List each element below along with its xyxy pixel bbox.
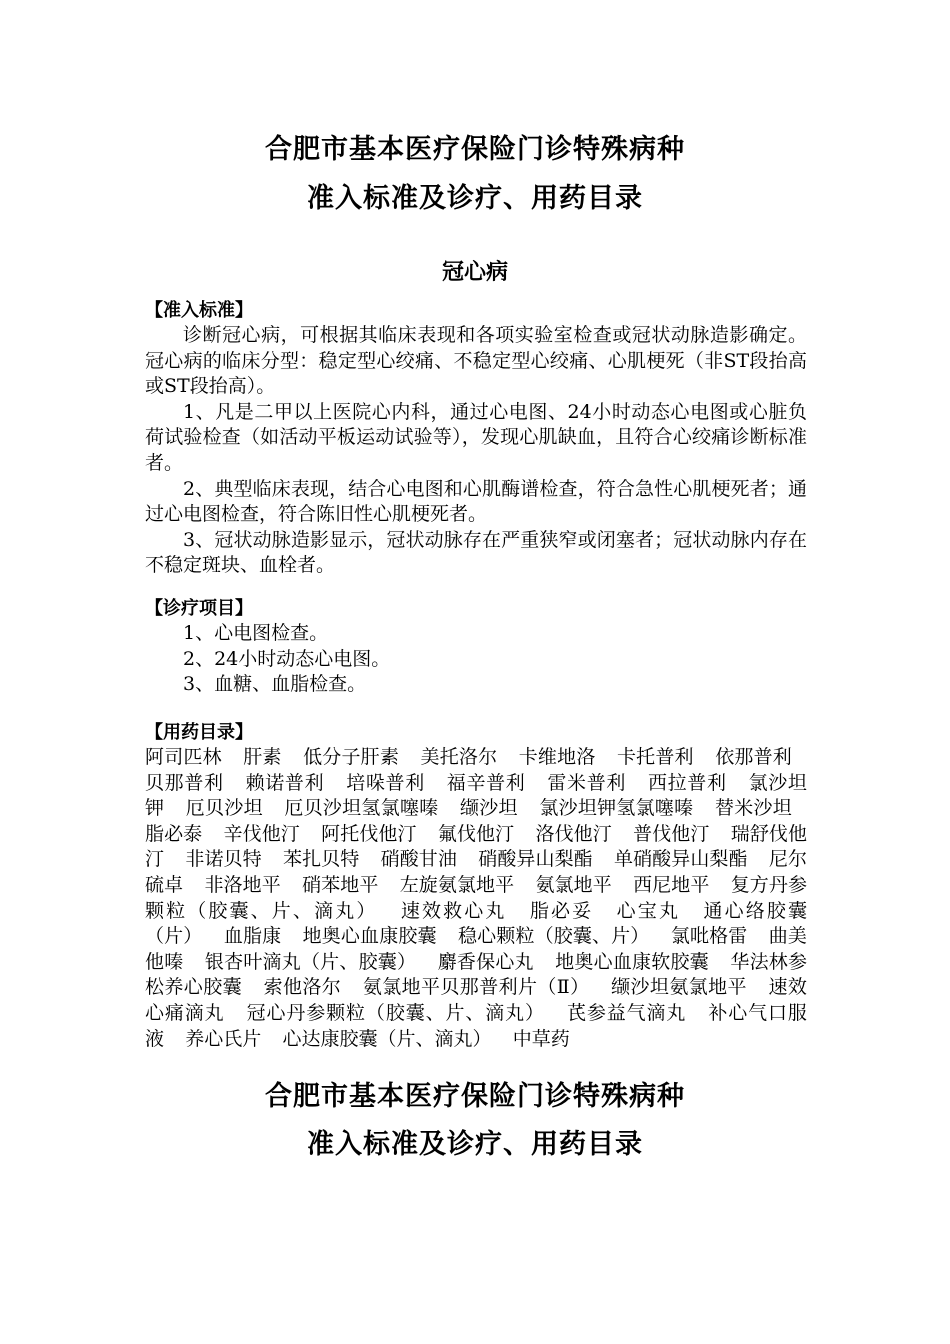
admission-paragraph: 1、凡是二甲以上医院心内科，通过心电图、24小时动态心电图或心脏负荷试验检查（如活动平板运动试验等），发现心肌缺血，且符合心绞痛诊断标准者。 — [145, 400, 807, 474]
drug-item: 缬沙坦 — [460, 797, 518, 820]
drug-item: 卡托普利 — [616, 746, 694, 768]
drug-item: 氟伐他汀 — [437, 822, 515, 845]
drug-item: 培哚普利 — [346, 771, 425, 794]
drug-item: 养心氏片 — [185, 1027, 262, 1050]
drug-item: 心达康胶囊（片、滴丸） — [282, 1027, 492, 1050]
drug-item: 瑞舒伐他汀 — [145, 822, 807, 871]
drug-item: 辛伐他汀 — [223, 822, 300, 845]
drug-item: 依那普利 — [715, 746, 792, 768]
drug-item: 福辛普利 — [446, 771, 526, 794]
drug-item: 卡维地洛 — [518, 746, 596, 768]
drug-item: 洛伐他汀 — [535, 822, 612, 845]
drug-list — [145, 745, 807, 1052]
drug-item: 麝香保心丸 — [437, 950, 534, 973]
treatment-heading: 【诊疗项目】 — [145, 598, 253, 619]
admission-paragraph: 诊断冠心病，可根据其临床表现和各项实验室检查或冠状动脉造影确定。冠心病的临床分型：稳定型心绞痛、不稳定型心绞痛、心肌梗死（非ST段抬高或ST段抬高）。 — [145, 324, 807, 398]
drug-item: 雷米普利 — [547, 771, 627, 794]
admission-paragraph: 2、典型临床表现，结合心电图和心肌酶谱检查，符合急性心肌梗死者；通过心电图检查，符合陈旧性心肌梗死者。 — [145, 477, 807, 526]
drug-item: 肝素 — [243, 746, 282, 768]
drug-item: 氯沙坦钾 — [145, 771, 807, 820]
drug-item: 硝酸异山梨酯 — [478, 848, 593, 871]
footer-title-line2: 准入标准及诊疗、用药目录 — [307, 1129, 643, 1160]
drug-item: 华法林参松养心胶囊 — [145, 950, 807, 999]
drug-item: 阿托伐他汀 — [321, 822, 417, 845]
treatment-section — [145, 596, 807, 698]
drug-item: 厄贝沙坦 — [185, 797, 263, 820]
drug-item: 非洛地平 — [204, 873, 281, 896]
doc-title-line1: 合肥市基本医疗保险门诊特殊病种 — [265, 134, 685, 165]
drug-item: 地奥心血康软胶囊 — [555, 950, 709, 973]
drug-item: 缬沙坦氨氯地平 — [611, 976, 747, 999]
admission-paragraph: 3、冠状动脉造影显示，冠状动脉存在严重狭窄或闭塞者；冠状动脉内存在不稳定斑块、血栓者。 — [145, 528, 807, 577]
treatment-item: 3、血糖、血脂检查。 — [183, 673, 367, 696]
doc-title-line2: 准入标准及诊疗、用药目录 — [307, 183, 643, 214]
drug-item: 氯沙坦钾氢氯噻嗪 — [539, 797, 694, 820]
drug-item: 阿司匹林 — [145, 746, 222, 768]
drug-item: 脂必泰 — [145, 822, 203, 845]
drug-item: 氨氯地平贝那普利片（Ⅱ） — [362, 976, 590, 999]
drug-item: 非诺贝特 — [185, 848, 262, 871]
drug-item: 普伐他汀 — [633, 822, 710, 845]
drug-item: 氯吡格雷 — [670, 925, 748, 948]
drug-item: 左旋氨氯地平 — [399, 873, 515, 896]
drug-item: 曲美他嗪 — [145, 925, 807, 973]
drug-item: 补心气口服液 — [145, 1001, 807, 1050]
drug-item: 替米沙坦 — [714, 797, 792, 820]
drug-item: 厄贝沙坦氢氯噻嗪 — [284, 797, 439, 820]
treatment-item: 1、心电图检查。 — [183, 622, 329, 644]
drug-item: 赖诺普利 — [245, 771, 325, 794]
drug-item: 脂必妥 — [529, 899, 594, 922]
drug-item: 西拉普利 — [647, 771, 727, 794]
drug-item: 贝那普利 — [145, 771, 224, 794]
drug-item: 苯扎贝特 — [283, 848, 360, 871]
drug-item: 复方丹参颗粒（胶囊、片、滴丸） — [145, 873, 807, 922]
drug-item: 中草药 — [512, 1027, 570, 1050]
drug-item: 心宝丸 — [616, 899, 681, 922]
drug-item: 通心络胶囊（片） — [145, 899, 807, 948]
drug-item: 尼尔硫卓 — [145, 848, 807, 896]
drug-item: 冠心丹参颗粒（胶囊、片、滴丸） — [246, 1001, 545, 1024]
disease-heading: 冠心病 — [441, 260, 508, 285]
main-body — [145, 298, 807, 579]
drug-item: 低分子肝素 — [303, 746, 400, 768]
drug-item: 速效救心丸 — [400, 899, 507, 922]
drug-item: 稳心颗粒（胶囊、片） — [458, 925, 650, 948]
drug-heading: 【用药目录】 — [145, 722, 253, 743]
treatment-item: 2、24小时动态心电图。 — [183, 647, 391, 670]
admission-heading: 【准入标准】 — [145, 300, 253, 321]
footer-title-line1: 合肥市基本医疗保险门诊特殊病种 — [265, 1081, 685, 1112]
drug-item: 芪参益气滴丸 — [567, 1001, 687, 1024]
drug-item: 单硝酸异山梨酯 — [614, 848, 748, 871]
drug-item: 索他洛尔 — [263, 976, 342, 999]
drug-item: 硝苯地平 — [302, 873, 379, 896]
drug-item: 银杏叶滴丸（片、胶囊） — [204, 950, 417, 973]
drug-item: 速效心痛滴丸 — [145, 976, 807, 1024]
drug-item: 西尼地平 — [633, 873, 710, 896]
drug-item: 氨氯地平 — [535, 873, 612, 896]
drug-item: 美托洛尔 — [420, 746, 498, 768]
drug-item: 硝酸甘油 — [380, 848, 457, 871]
drug-section — [145, 720, 807, 1052]
drug-item: 血脂康 — [223, 925, 282, 948]
drug-item: 地奥心血康胶囊 — [302, 925, 437, 948]
